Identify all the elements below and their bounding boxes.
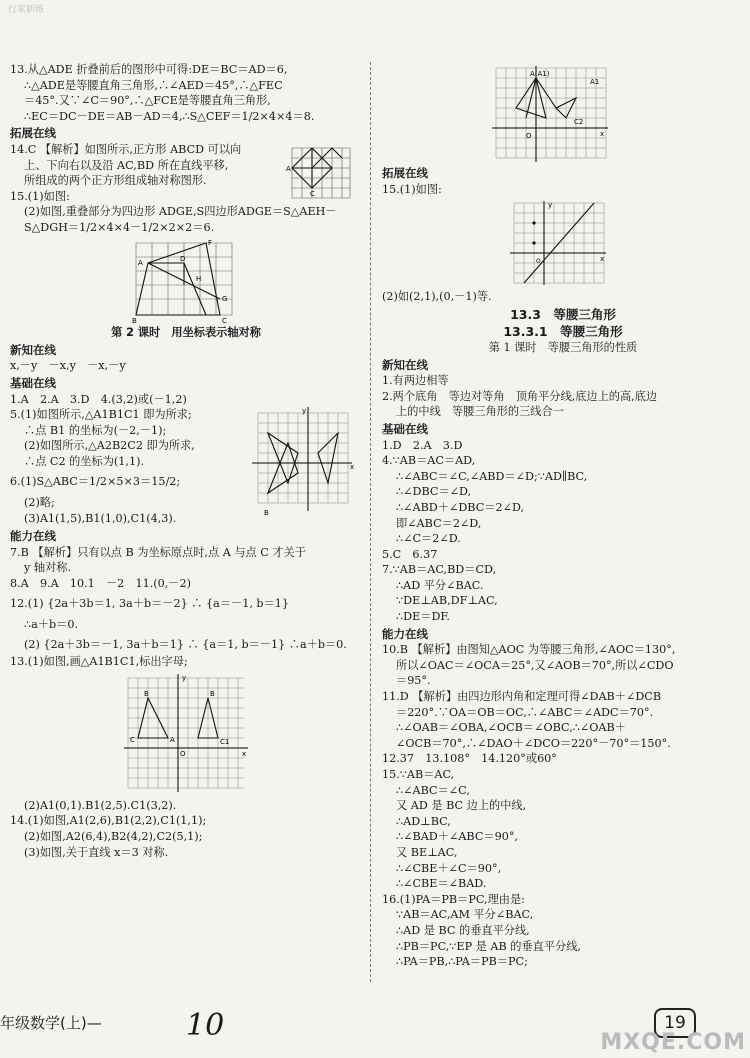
text-line: 6.(1)S△ABC＝1/2×5×3＝15/2; [10,474,181,488]
q5-block [10,407,362,527]
section-heading: 新知在线 [382,357,428,372]
section-heading: 拓展在线 [382,166,428,180]
text-line: 13.从△ADE 折叠前后的图形中可得:DE＝BC＝AD＝6, [10,63,288,76]
text-line: ∴点 C2 的坐标为(1,1). [24,454,144,468]
overlap-quadrilateral-figure [128,237,238,323]
text-line: 13.(1)如图,画△A1B1C1,标出字母; [10,655,188,669]
text-line: S△DGH＝1/2×4×4－1/2×2×2＝6. [24,220,215,234]
text-line: (2)A1(0,1).B1(2,5).C1(3,2). [24,798,177,812]
svg-text:C: C [222,317,227,324]
text-line: ∴∠BAD＋∠ABC＝90°, [396,830,518,844]
svg-text:x: x [242,749,247,758]
section-heading: 能力在线 [382,626,428,641]
section-title: 13.3 等腰三角形 [510,306,616,322]
text-line: y 轴对称. [24,561,71,575]
lesson-caption: 第 1 课时 等腰三角形的性质 [488,340,638,354]
svg-text:O: O [536,258,541,266]
text-line: ∴AD 是 BC 的垂直平分线, [396,923,530,937]
section-subtitle: 13.3.1 等腰三角形 [503,324,623,340]
left-column [10,62,362,860]
svg-text:D: D [180,255,186,264]
text-line: ∴∠ABD＋∠DBC＝2∠D, [396,500,525,514]
svg-text:O: O [180,749,186,758]
text-line: (2)如(2,1),(0,－1)等. [382,290,492,304]
text-line: 15.∵AB＝AC, [382,768,455,781]
text-line: 11.D 【解析】由四边形内角和定理可得∠DAB＋∠DCB [382,690,662,704]
text-line: ∴∠CBE＋∠C＝90°, [396,861,502,875]
footer-book-title: 年级数学(上)— [0,1014,102,1032]
column-divider [370,62,371,982]
text-line: ∴△ADE是等腰直角三角形,∴∠AED＝45°,∴△FEC [24,78,283,92]
text-line: ∠OCB＝70°,∴∠DAO＋∠DCO＝220°－70°＝150°. [396,736,671,750]
q13-grid-figure [120,672,250,796]
point-marker [532,242,535,245]
svg-text:x: x [350,463,355,472]
text-line: ∴AD⊥BC, [396,814,451,828]
text-line: 12.(1) {2a＋3b＝1, 3a＋b＝－2} ∴ {a＝－1, b＝1} [10,596,290,610]
svg-text:y: y [302,407,307,416]
svg-text:x: x [600,130,605,138]
text-line: (3)如图,关于直线 x＝3 对称. [24,845,169,859]
text-line: 所组成的两个正方形组成轴对称图形. [24,174,207,188]
watermark: MXQE.COM [600,1030,746,1055]
q14-grid-figure [490,64,610,164]
text-line: 4.∵AB＝AC＝AD, [382,454,476,468]
text-line: ∵AB＝AC,AM 平分∠BAC, [396,908,534,922]
text-line: 7.B 【解析】只有以点 B 为坐标原点时,点 A 与点 C 才关于 [10,545,306,559]
svg-text:C2: C2 [574,118,584,126]
svg-text:y: y [182,673,187,682]
text-line: x,－y －x,y －x,－y [10,359,126,373]
section-heading: 能力在线 [10,529,56,544]
svg-text:C: C [310,189,315,198]
text-line: ∴DE＝DF. [396,610,450,624]
svg-text:B: B [264,509,269,518]
q15-grid-figure [508,199,608,287]
text-line: 1.有两边相等 [382,374,449,388]
text-line: 10.B 【解析】由图知△AOC 为等腰三角形,∠AOC＝130°, [382,643,676,657]
text-line: ∴∠CBE＝∠BAD. [396,877,487,891]
text-line: 5.(1)如图所示,△A1B1C1 即为所求; [10,408,192,422]
svg-text:C1: C1 [220,737,230,746]
svg-text:B: B [144,689,149,698]
text-line: 15.(1)如图: [382,182,442,196]
text-line: ∴AD 平分∠BAC. [396,578,484,592]
text-line: 1.A 2.A 3.D 4.(3,2)或(－1,2) [10,392,187,406]
svg-text:y: y [548,201,553,210]
section-heading: 拓展在线 [10,126,56,141]
svg-text:O: O [526,132,532,140]
text-line: 12.37 13.108° 14.120°或60° [382,752,557,766]
svg-text:G: G [222,295,228,304]
section-heading: 新知在线 [10,342,56,357]
text-line: ∴点 B1 的坐标为(－2,－1); [24,423,167,437]
text-line: ∴∠DBC＝∠D, [396,485,472,499]
svg-text:x: x [600,255,605,264]
text-line: ∴∠ABC＝∠C,∠ABD＝∠D;∵AD∥BC, [396,469,588,483]
text-line: 又 AD 是 BC 边上的中线, [396,799,527,813]
text-line: ＝45°.又∵∠C＝90°,∴△FCE是等腰直角三角形, [24,94,271,108]
text-line: ∴∠ABC＝∠C, [396,783,470,797]
text-line: ∴∠C＝2∠D. [396,532,461,546]
text-line: 1.D 2.A 3.D [382,438,463,452]
section-heading: 基础在线 [382,421,428,436]
text-line: 14.(1)如图,A1(2,6),B1(2,2),C1(1,1); [10,814,207,828]
text-line: ∴∠OAB＝∠OBA,∠OCB＝∠OBC,∴∠OAB＋ [396,721,626,735]
q5-grid-figure [248,403,358,519]
page-number: 19 [654,1008,696,1038]
text-line: ＝220°.∵OA＝OB＝OC,∴∠ABC＝∠ADC＝70°. [396,705,654,719]
text-line: ∴EC＝DC－DE＝AB－AD＝4,∴S△CEF＝1/2×4×4＝8. [24,109,315,123]
text-line: 14.C 【解析】如图所示,正方形 ABCD 可以向 [10,142,242,156]
text-line: ∵DE⊥AB,DF⊥AC, [396,594,498,608]
text-line: 15.(1)如图: [10,189,70,203]
svg-text:B: B [132,317,137,324]
svg-text:F: F [208,239,213,248]
handwritten-number: 10 [186,1008,225,1043]
svg-text:B: B [210,689,215,698]
text-line: 上、下向右以及沿 AC,BD 所在直线平移, [24,158,229,172]
svg-text:A: A [170,735,175,744]
text-line: 上的中线 等腰三角形的三线合一 [396,405,564,419]
text-line: 8.A 9.A 10.1 －2 11.(0,－2) [10,576,191,590]
svg-text:A: A [138,259,143,268]
text-line: (2)如图所示,△A2B2C2 即为所求, [24,439,195,453]
text-line: ＝95°. [396,674,431,688]
square-translation-figure [286,144,354,200]
text-line: 所以∠OAC＝∠OCA＝25°,又∠AOB＝70°,所以∠CDO [396,658,674,672]
header-faint-text: 行家新练 [8,5,45,15]
lesson-caption: 第 2 课时 用坐标表示轴对称 [111,326,261,340]
text-line: 16.(1)PA＝PB＝PC,理由是: [382,892,525,906]
svg-text:A(A1): A(A1) [530,70,550,78]
text-line: ∴a＋b＝0. [24,618,78,632]
text-line: 又 BE⊥AC, [396,845,458,859]
text-line: ∴PA＝PB,∴PA＝PB＝PC; [396,955,528,969]
text-line: (2)略; [24,496,55,510]
text-line: 即∠ABC＝2∠D, [396,516,482,530]
text-line: (2) {2a＋3b＝－1, 3a＋b＝1} ∴ {a＝1, b＝－1} ∴a＋b＝0. [24,637,347,651]
svg-text:H: H [196,275,202,284]
text-line: ∴PB＝PC,∵EP 是 AB 的垂直平分线, [396,939,581,953]
text-line: 5.C 6.37 [382,547,438,561]
svg-text:C: C [130,735,135,744]
right-column [382,62,744,970]
text-line: (2)如图,重叠部分为四边形 ADGE,S四边形ADGE＝S△AEH－ [24,204,337,218]
point-marker [532,222,535,225]
text-line: 2.两个底角 等边对等角 顶角平分线,底边上的高,底边 [382,389,658,403]
text-line: (3)A1(1,5),B1(1,0),C1(4,3). [24,511,177,525]
text-line: 7.∵AB＝AC,BD＝CD, [382,563,497,577]
text-line: (2)如图,A2(6,4),B2(4,2),C2(5,1); [24,830,203,844]
svg-text:A1: A1 [590,78,600,86]
q14-block [10,142,362,204]
section-heading: 基础在线 [10,375,56,390]
svg-text:A: A [286,164,291,173]
